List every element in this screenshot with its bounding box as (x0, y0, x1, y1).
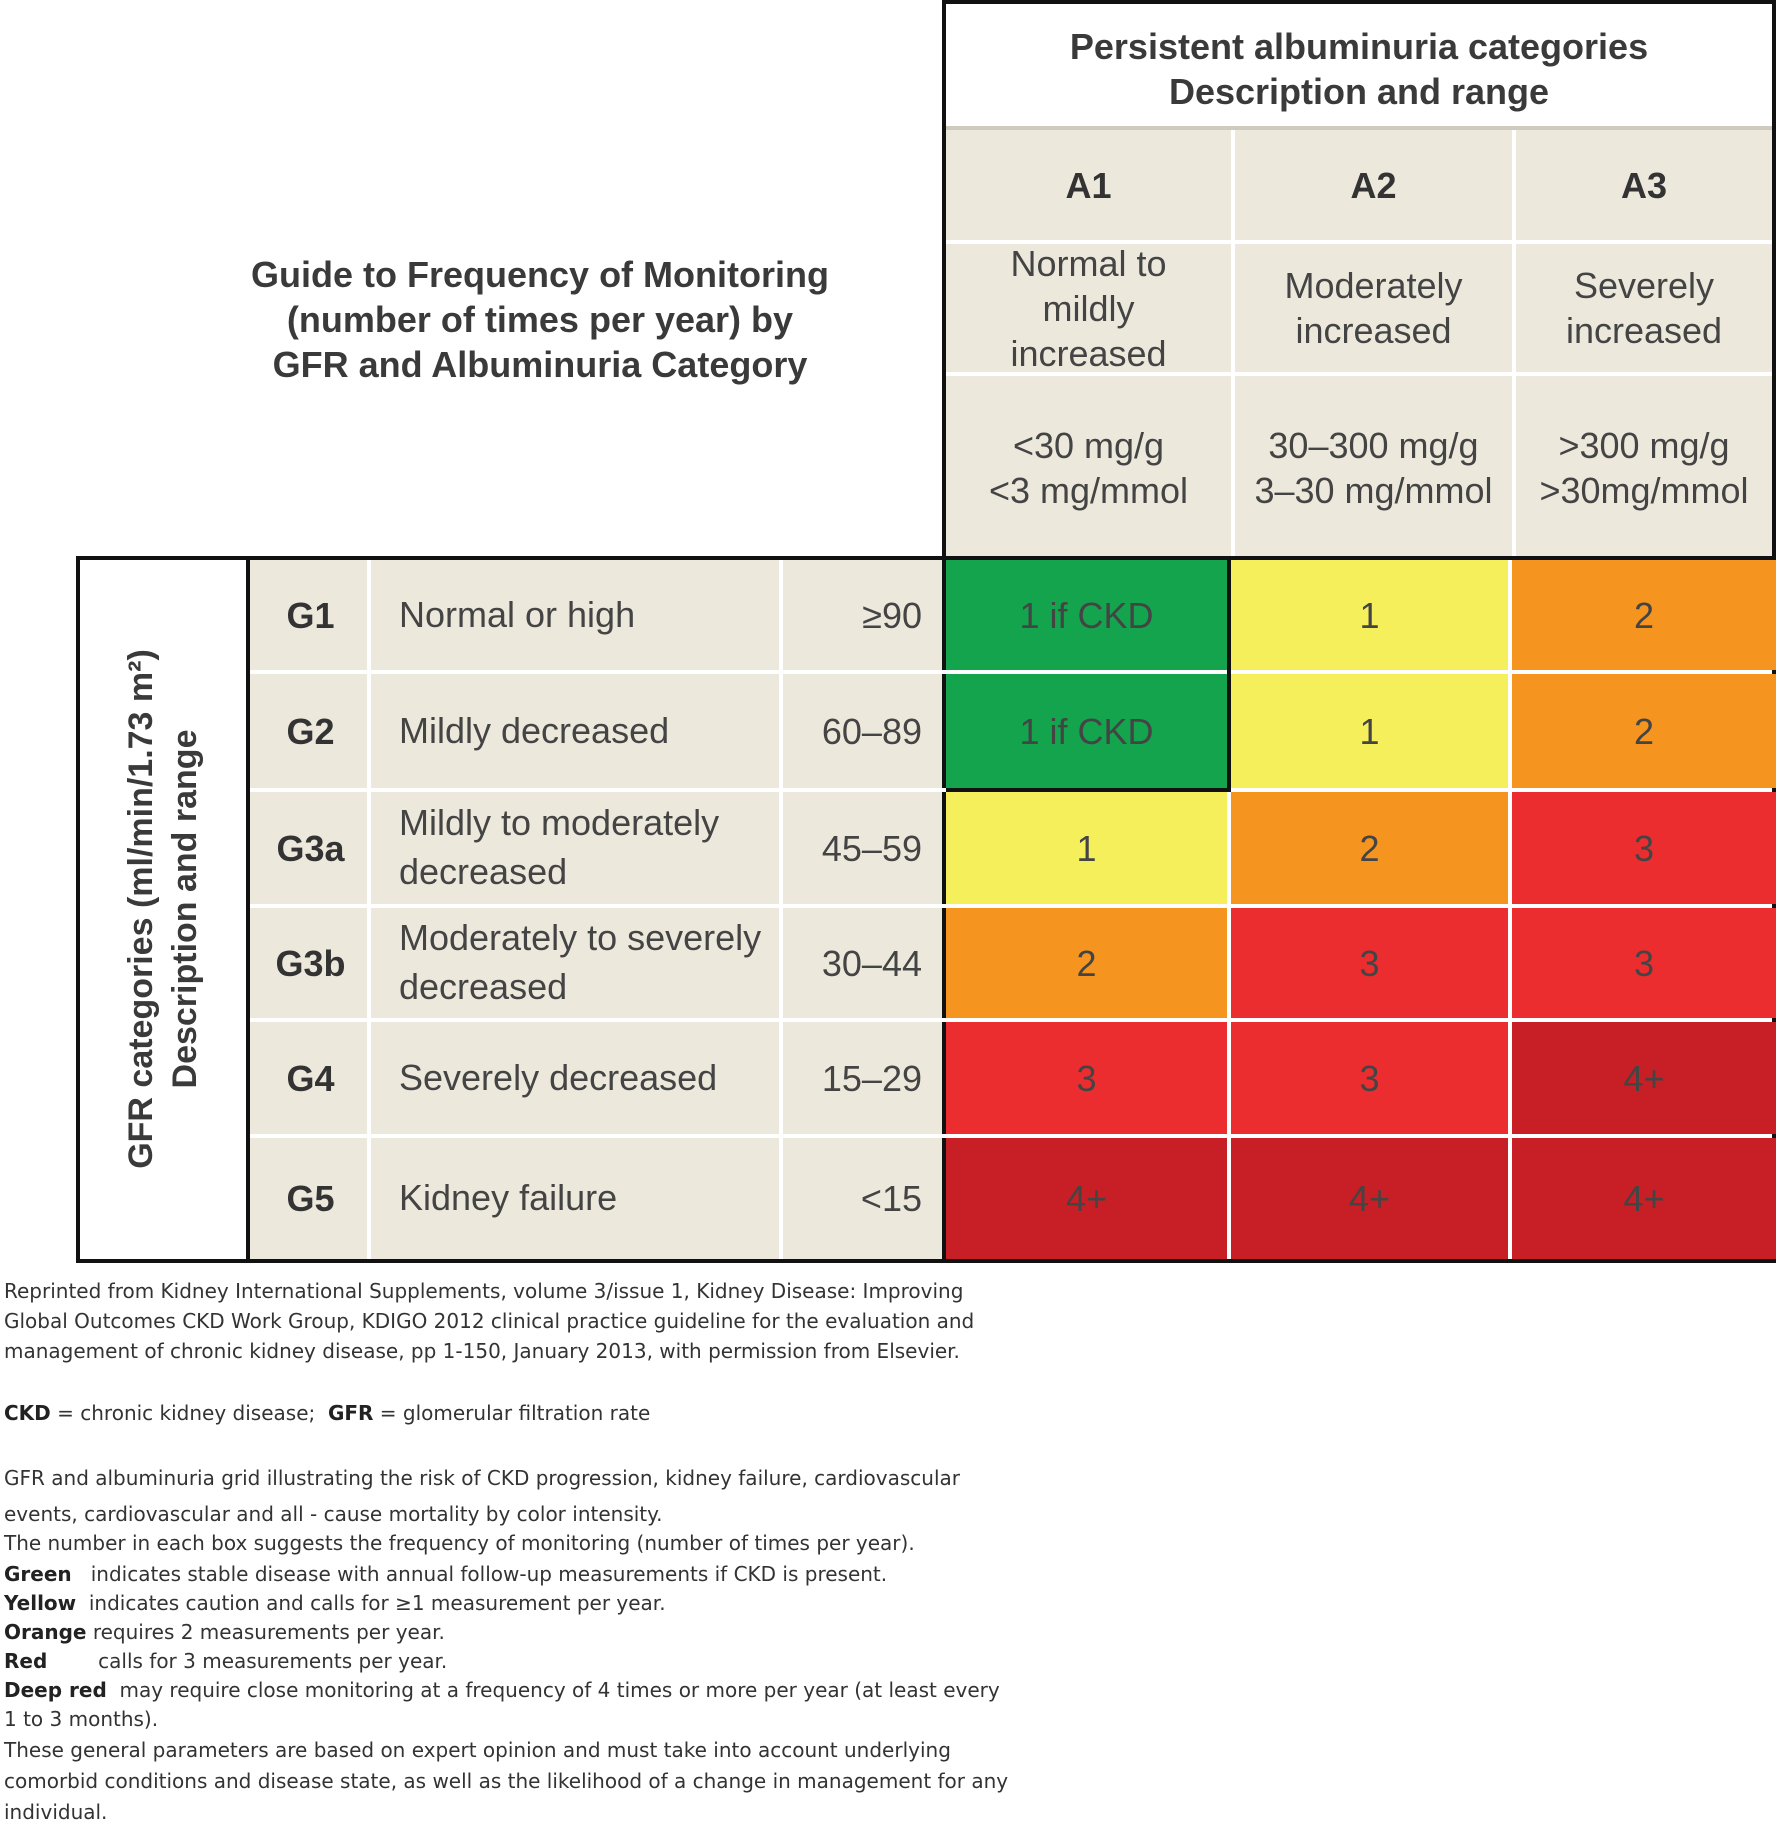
table-row (80, 674, 1772, 788)
column-range-a1 (946, 376, 1231, 559)
divider (367, 1138, 371, 1259)
albuminuria-title (946, 4, 1772, 126)
divider (1508, 674, 1512, 788)
legend-term: Green (4, 1562, 72, 1586)
title-line-3: GFR and Albuminuria Category (272, 344, 808, 385)
row-code: G4 (286, 1057, 335, 1099)
abbr-ckd-def: = chronic kidney disease; (50, 1401, 328, 1425)
divider (1227, 1138, 1231, 1259)
column-desc-a3 (1516, 244, 1772, 372)
column-desc-a1-line-2: mildly (1042, 287, 1135, 329)
legend-text: indicates stable disease with annual follow-up measurements if CKD is present. (71, 1562, 888, 1586)
divider (1508, 908, 1512, 1018)
table-row (80, 1022, 1772, 1134)
divider (779, 1022, 783, 1134)
divider (1227, 560, 1231, 792)
divider (1227, 792, 1231, 904)
divider (779, 792, 783, 904)
frequency-cell: 4+ (1231, 1138, 1508, 1259)
albuminuria-title-line-1: Persistent albuminuria categories (1069, 26, 1649, 67)
table-row (80, 792, 1772, 904)
divider (942, 560, 946, 670)
column-range-a2-line-2: 3–30 mg/mmol (1254, 469, 1493, 511)
frequency-cell: 3 (1512, 792, 1776, 904)
frequency-cell: 1 (1231, 674, 1508, 788)
row-range: 30–44 (821, 942, 922, 984)
frequency-cell: 1 (946, 792, 1227, 904)
row-code: G3b (275, 942, 346, 984)
column-desc-a3-line-2: increased (1565, 310, 1723, 351)
column-range-a3-line-1: >300 mg/g (1558, 424, 1730, 466)
legend-term: Yellow (4, 1591, 77, 1615)
abbr-gfr-def: = glomerular filtration rate (373, 1401, 651, 1425)
albuminuria-header-box (942, 0, 1776, 563)
column-desc-a1 (946, 244, 1231, 372)
divider (942, 908, 946, 1018)
divider (942, 792, 946, 904)
column-code-a2: A2 (1350, 164, 1397, 206)
legend-text: requires 2 measurements per year. (86, 1620, 445, 1644)
frequency-cell: 1 (1231, 560, 1508, 670)
row-code: G1 (286, 594, 335, 636)
frequency-cell: 4+ (1512, 1138, 1776, 1259)
column-code-a3: A3 (1620, 164, 1668, 206)
divider (1508, 1138, 1512, 1259)
abbreviations (4, 1398, 1104, 1428)
legend-item (4, 1647, 1014, 1676)
frequency-cell: 3 (1231, 1022, 1508, 1134)
legend-item (4, 1676, 1014, 1734)
column-desc-a2 (1235, 244, 1512, 372)
legend-text: calls for 3 measurements per year. (47, 1649, 448, 1673)
grid-description: GFR and albuminuria grid illustrating the risk of CKD progression, kidney failure, cardiovascular events, cardiovascular and all - cause mortality by color intensity. (4, 1466, 960, 1526)
row-code: G3a (276, 827, 345, 869)
frequency-cell: 2 (1512, 674, 1776, 788)
divider (1508, 560, 1512, 670)
frequency-cell: 3 (1512, 908, 1776, 1018)
gfr-axis-label-line-2: Description and range (166, 729, 204, 1089)
table-row (80, 1138, 1772, 1259)
row-description: Mildly to moderately decreased (399, 802, 720, 892)
frequency-cell: 2 (1231, 792, 1508, 904)
divider (779, 1138, 783, 1259)
frequency-cell: 3 (946, 1022, 1227, 1134)
divider (779, 560, 783, 670)
row-code: G5 (286, 1178, 335, 1219)
row-description: Moderately to severely decreased (399, 917, 762, 1007)
gfr-axis-label-line-1: GFR categories (ml/min/1.73 m²) (122, 649, 160, 1169)
frequency-cell: 2 (946, 908, 1227, 1018)
divider (942, 1138, 946, 1259)
divider (946, 788, 1231, 792)
legend-text: may require close monitoring at a frequency of 4 times or more per year (at least every 1 to 3 months). (4, 1678, 1007, 1731)
column-range-a2 (1235, 376, 1512, 559)
column-desc-a2-line-2: increased (1295, 310, 1452, 351)
divider (1227, 1022, 1231, 1134)
title-line-1: Guide to Frequency of Monitoring (251, 254, 829, 295)
gfr-grid (76, 556, 1776, 1263)
column-code-a1: A1 (1065, 164, 1112, 206)
column-range-a1-line-1: <30 mg/g (1012, 424, 1165, 466)
title-block (200, 252, 880, 387)
row-range: <15 (860, 1178, 922, 1219)
row-description: Severely decreased (399, 1056, 718, 1098)
row-range: ≥90 (862, 594, 922, 636)
divider (367, 908, 371, 1018)
divider (1227, 908, 1231, 1018)
divider (367, 560, 371, 670)
legend-term: Orange (4, 1620, 87, 1644)
legend-text: indicates caution and calls for ≥1 measurement per year. (76, 1591, 666, 1615)
divider (367, 792, 371, 904)
column-desc-a2-line-1: Moderately (1284, 265, 1463, 306)
legend-term: Deep red (4, 1678, 107, 1702)
divider (367, 1022, 371, 1134)
table-row (80, 908, 1772, 1018)
row-description: Normal or high (399, 593, 636, 635)
frequency-cell: 1 if CKD (946, 674, 1227, 788)
divider (779, 908, 783, 1018)
row-range: 15–29 (821, 1057, 922, 1099)
row-description: Mildly decreased (399, 709, 670, 751)
divider (942, 674, 946, 788)
frequency-cell: 4+ (1512, 1022, 1776, 1134)
color-legend (4, 1560, 1014, 1734)
title-line-2: (number of times per year) by (286, 299, 794, 340)
divider (367, 674, 371, 788)
legend-item (4, 1560, 1014, 1589)
column-range-a3 (1516, 376, 1772, 559)
column-desc-a3-line-1: Severely (1573, 265, 1715, 306)
divider (942, 1022, 946, 1134)
column-desc-a1-line-1: Normal to (1010, 242, 1167, 284)
column-range-a3-line-2: >30mg/mmol (1539, 469, 1749, 511)
frequency-cell: 4+ (946, 1138, 1227, 1259)
table-row (80, 560, 1772, 670)
divider (779, 674, 783, 788)
abbr-ckd-term: CKD (4, 1401, 51, 1425)
column-range-a1-line-2: <3 mg/mmol (988, 469, 1189, 511)
number-description: The number in each box suggests the frequency of monitoring (number of times per year). (4, 1531, 915, 1555)
albuminuria-title-line-2: Description and range (1168, 71, 1550, 112)
frequency-cell: 1 if CKD (946, 560, 1227, 670)
divider (1508, 1022, 1512, 1134)
row-code: G2 (286, 710, 335, 752)
frequency-cell: 3 (1231, 908, 1508, 1018)
row-description: Kidney failure (399, 1177, 618, 1219)
abbr-gfr-term: GFR (327, 1401, 374, 1425)
row-range: 45–59 (821, 827, 922, 869)
legend-item (4, 1589, 1014, 1618)
reprint-caption: Reprinted from Kidney International Supplements, volume 3/issue 1, Kidney Disease: Improving Global Outcomes CKD Work Group, KDIGO 2012 clinical practice guideline for the evaluation and management of chronic kidney disease, pp 1-150, January 2013, with permission from Elsevier. (4, 1279, 975, 1363)
frequency-cell: 2 (1512, 560, 1776, 670)
column-desc-a1-line-3: increased (1010, 332, 1167, 374)
divider (1508, 792, 1512, 904)
legend-item (4, 1618, 1014, 1647)
row-range: 60–89 (821, 710, 922, 752)
legend-term: Red (4, 1649, 48, 1673)
closing-note: These general parameters are based on expert opinion and must take into account underlying comorbid conditions and disease state, as well as the likelihood of a change in management for any individual. (4, 1738, 1009, 1824)
column-range-a2-line-1: 30–300 mg/g (1268, 424, 1479, 466)
